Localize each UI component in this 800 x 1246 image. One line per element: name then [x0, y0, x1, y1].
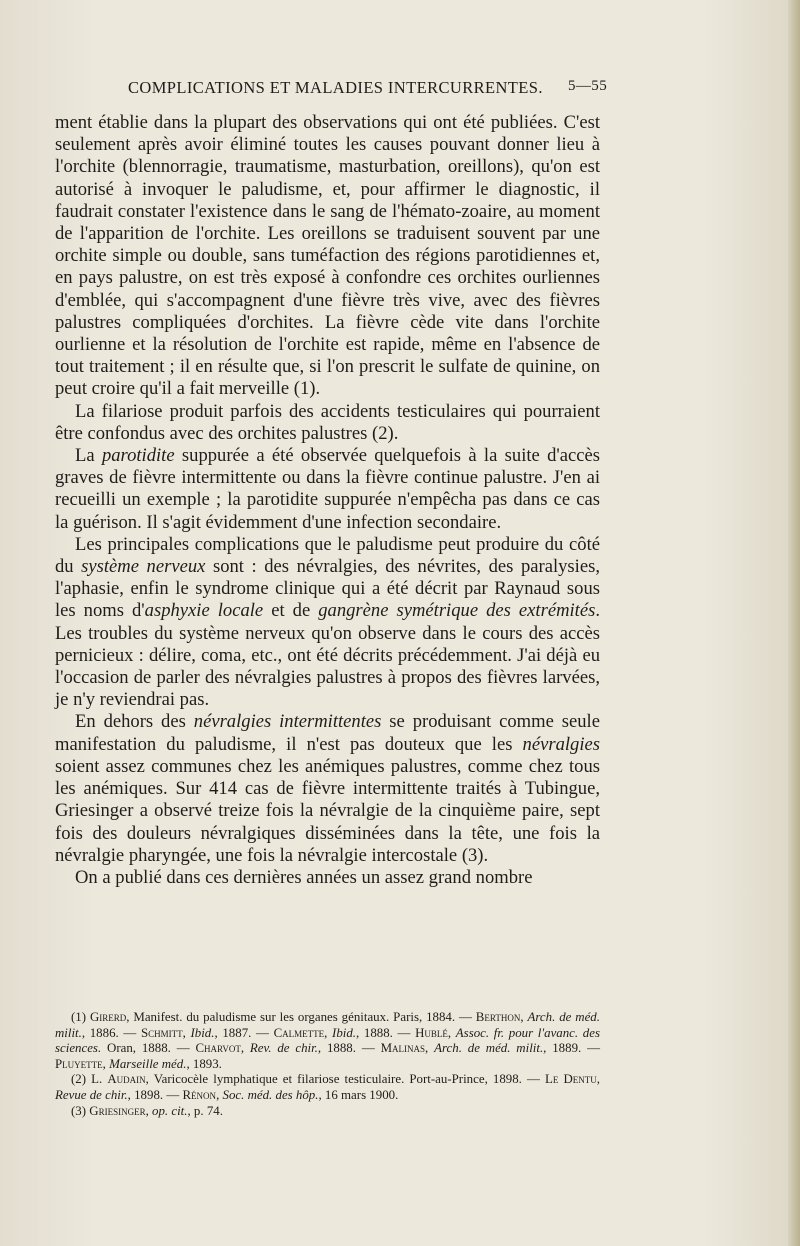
text-segment: La filariose produit parfois des accidents testiculaires qui pourraient être confondus avec des orchites palustres (2). — [55, 400, 600, 444]
text-segment: gangrène symétrique des extrémités — [318, 600, 596, 622]
text-segment: , 1893. — [186, 1056, 222, 1071]
text-segment: , 16 mars 1900. — [318, 1087, 399, 1102]
text-segment: Girerd — [89, 1010, 127, 1024]
text-segment: , — [596, 1072, 601, 1087]
body-text — [55, 112, 600, 889]
footnotes — [55, 1010, 600, 1119]
text-segment: Berthon — [475, 1010, 521, 1024]
text-segment: Rénon — [182, 1087, 217, 1102]
text-segment: Revue de chir. — [55, 1087, 128, 1102]
text-segment: Hublé — [415, 1025, 448, 1040]
paragraph — [55, 445, 600, 534]
text-segment: , 1889. — — [543, 1041, 600, 1056]
paragraph — [55, 867, 600, 889]
text-segment: Marseille méd. — [109, 1056, 187, 1071]
footnote — [55, 1104, 600, 1120]
text-segment: (1) — [71, 1010, 90, 1024]
text-segment: , — [102, 1056, 110, 1071]
text-segment: Schmitt — [140, 1025, 183, 1040]
paragraph — [55, 401, 600, 445]
text-segment: , — [447, 1025, 456, 1040]
text-segment: , — [324, 1025, 333, 1040]
text-segment: Rev. de chir. — [249, 1041, 318, 1056]
paragraph — [55, 534, 600, 712]
text-segment: , — [145, 1103, 153, 1118]
text-segment: , 1898. — — [127, 1087, 183, 1102]
text-segment: , — [182, 1025, 191, 1040]
text-segment: Assoc. fr. pour l'avanc. des sciences. — [55, 1025, 600, 1056]
text-segment: Les principales complications que le paludisme peut produire du côté du — [55, 533, 600, 578]
text-segment: , Manifest. du paludisme sur les organes génitaux. Paris, 1884. — — [126, 1010, 476, 1024]
text-segment: et de — [263, 600, 319, 622]
text-segment: , 1888. — — [317, 1041, 381, 1056]
text-segment: parotidite — [101, 445, 175, 467]
text-segment: , Varicocèle lymphatique et filariose testiculaire. Port-au-Prince, 1898. — — [145, 1072, 545, 1087]
text-segment: névralgies intermittentes — [193, 711, 382, 733]
text-segment: Oran, 1888. — — [101, 1041, 196, 1056]
text-segment: , p. 74. — [187, 1103, 223, 1118]
text-segment: ment établie dans la plupart des observations qui ont été publiées. C'est seulement après avoir éliminé toutes les causes pouvant donner lieu à l'orchite (blennorragie, traumatisme, masturbation, oreillons), qu'on est autorisé à invoquer le paludisme, et, pour affirmer le diagnostic, il faudrait constater l'existence dans le sang de l'hémato-zoaire, au moment de l'apparition de l'orchite. Les oreillons se traduisent souvent par une orchite simple ou double, sans tuméfaction des régions parotidiennes et, en pays palustre, on est très exposé à confondre ces orchites ourliennes d'emblée, qui s'accompagnent d'une fièvre très vive, avec des fièvres palustres compliquées d'orchites. La fièvre cède vite dans l'orchite ourlienne et la résolution de l'orchite est rapide, même en l'absence de tout traitement ; il en résulte que, si l'on prescrit le sulfate de quinine, on peut croire qu'il a fait merveille (1). — [55, 112, 600, 400]
text-segment: asphyxie locale — [144, 600, 264, 622]
text-segment: Malinas — [380, 1041, 426, 1056]
footnote — [55, 1072, 600, 1103]
text-segment: Pluyette — [55, 1056, 103, 1071]
text-segment: Soc. méd. des hôp. — [222, 1087, 319, 1102]
paragraph — [55, 112, 600, 401]
text-segment: , — [425, 1041, 435, 1056]
page-edge — [788, 0, 800, 1246]
text-segment: , 1887. — — [214, 1025, 274, 1040]
text-segment: névralgies — [522, 733, 600, 755]
text-segment: Charvot — [195, 1041, 241, 1056]
page-number: 5—55 — [568, 78, 608, 94]
text-segment: système nerveux — [81, 556, 206, 578]
text-segment: , — [520, 1010, 528, 1024]
text-segment: En dehors des — [75, 711, 194, 733]
text-segment: La — [75, 445, 102, 467]
text-segment: suppurée a été observée quelquefois à la suite d'accès graves de fièvre intermittente ou dans la fièvre continue palustre. J'en ai recueilli un exemple ; la parotidite suppurée n'empêcha pas dans ce cas la guérison. Il s'agit évidemment d'une infection secondaire. — [55, 445, 600, 533]
text-segment: Calmette — [273, 1025, 325, 1040]
header-title: COMPLICATIONS ET MALADIES INTERCURRENTES. — [128, 78, 543, 97]
text-segment: Ibid. — [190, 1025, 215, 1040]
text-segment: On a publié dans ces dernières années un assez grand nombre — [75, 866, 533, 888]
text-segment: soient assez communes chez les anémiques palustres, comme chez tous les anémiques. Sur 414 cas de fièvre intermittente traités à Tubingue, Griesinger a observé treize fois la névralgie de la cinquième paire, sept fois des douleurs névralgiques disséminées dans la tête, une fois la névralgie pharyngée, une fois la névralgie intercostale (3). — [55, 755, 600, 866]
text-segment: sont : des névralgies, des névrites, des paralysies, l'aphasie, enfin le syndrome clinique qui a été décrit par Raynaud sous les noms d' — [55, 556, 600, 622]
text-segment: , — [240, 1041, 250, 1056]
text-segment: Arch. de méd. milit. — [55, 1010, 600, 1040]
running-header — [128, 78, 608, 102]
text-segment: Audain — [107, 1072, 146, 1087]
text-segment: Arch. de méd. milit. — [434, 1041, 544, 1056]
paragraph — [55, 711, 600, 866]
footnote — [55, 1010, 600, 1072]
text-segment: (2) L. — [71, 1072, 108, 1087]
text-segment: . Les troubles du système nerveux qu'on observe dans le cours des accès pernicieux : délire, coma, etc., ont été décrits précédemment. J'ai déjà eu l'occasion de parler des névralgies palustres à propos des fièvres larvées, je n'y reviendrai pas. — [55, 600, 600, 711]
text-segment: , 1886. — — [81, 1025, 141, 1040]
text-segment: Griesinger — [89, 1103, 146, 1118]
text-segment: Le Dentu — [545, 1072, 597, 1087]
text-segment: op. cit. — [152, 1103, 188, 1118]
text-segment: (3) — [71, 1103, 90, 1118]
text-segment: se produisant comme seule manifestation du paludisme, il n'est pas douteux que les — [55, 711, 600, 755]
text-segment: , 1888. — — [356, 1025, 416, 1040]
text-segment: Ibid. — [332, 1025, 357, 1040]
text-segment: , — [216, 1087, 223, 1102]
